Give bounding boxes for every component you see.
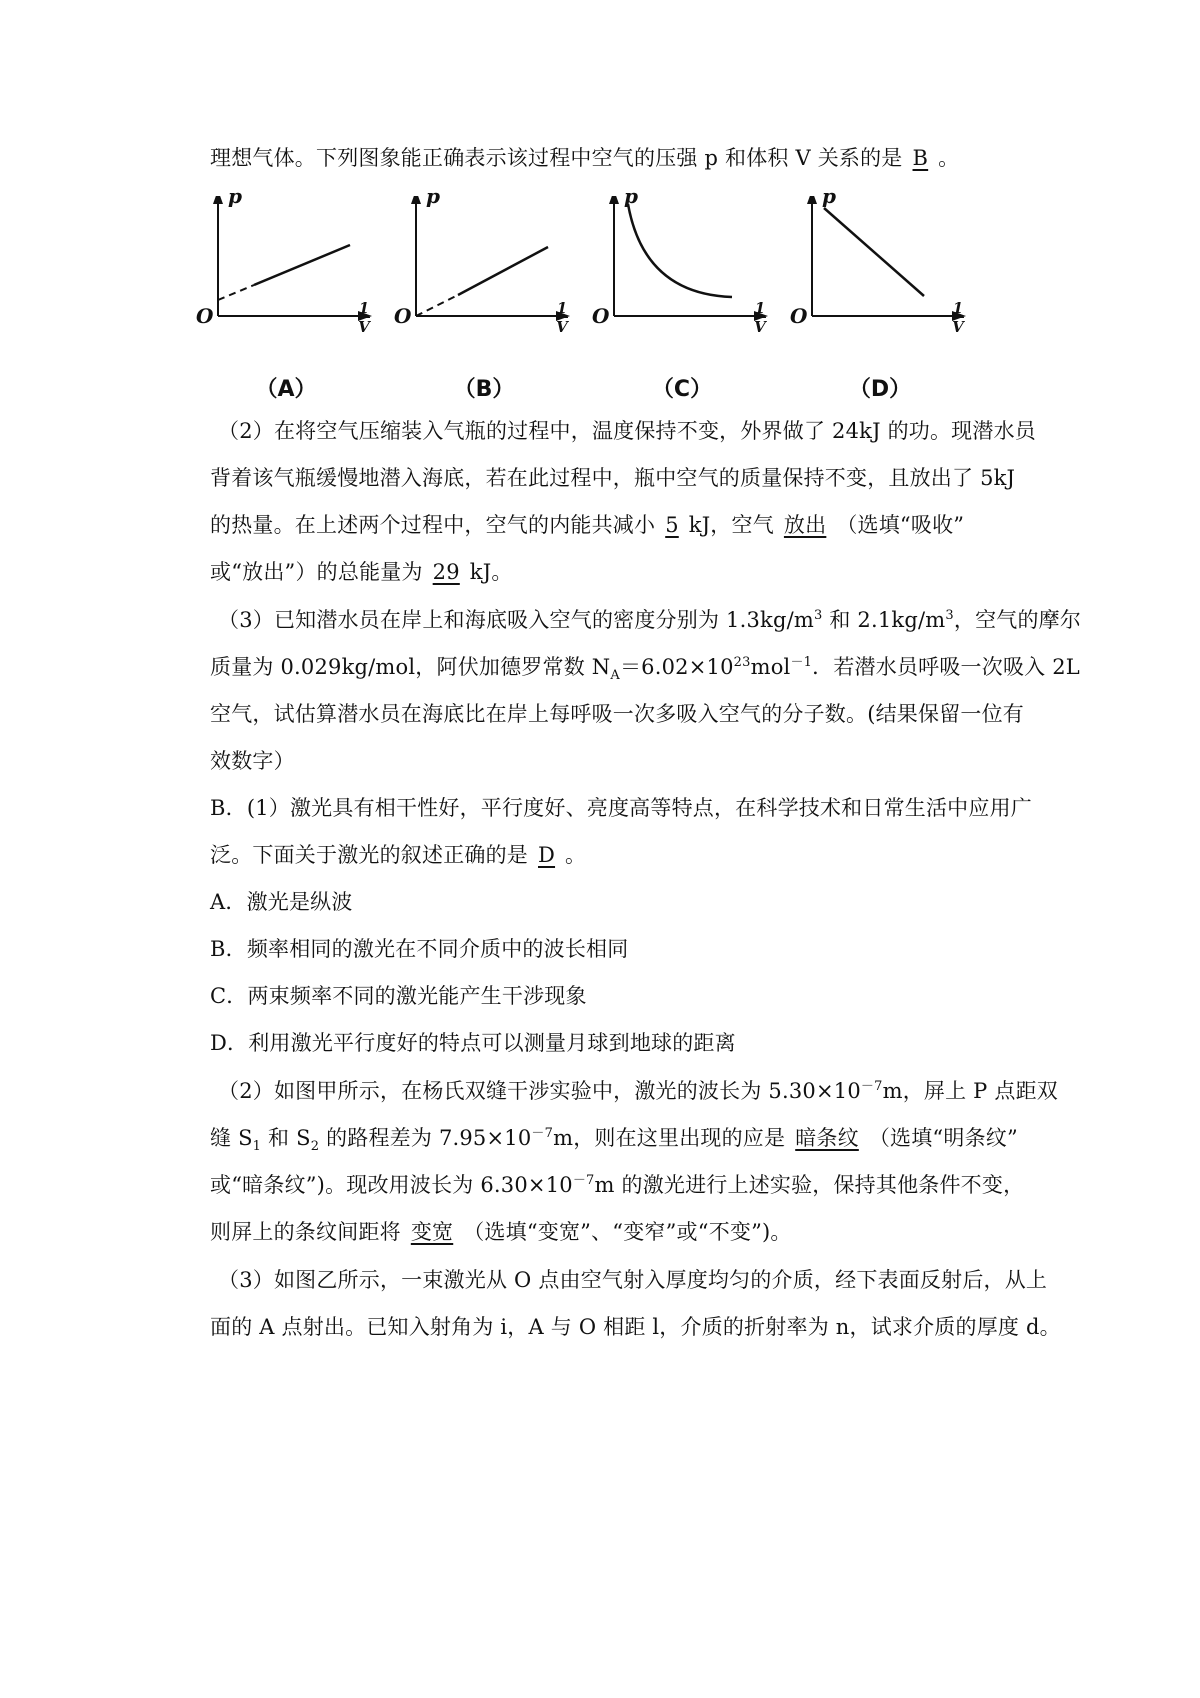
q3-line-4: 效数字） <box>210 749 295 773</box>
origin-label: O <box>196 304 214 328</box>
b1-option-a: A．激光是纵波 <box>210 890 353 914</box>
b2-answer-2: 变宽 <box>410 1220 454 1244</box>
b1-option-b: B．频率相同的激光在不同介质中的波长相同 <box>210 937 629 961</box>
origin-label: O <box>790 304 808 328</box>
y-arrow <box>807 196 817 204</box>
pv-graph-options <box>196 184 1068 406</box>
b1-option-d: D．利用激光平行度好的特点可以测量月球到地球的距离 <box>210 1031 736 1055</box>
plot-curve <box>628 204 732 297</box>
q3-line-1: （3）已知潜水员在岸上和海底吸入空气的密度分别为 $1.3kg/m^3$ 和 $2.1kg/m^3$，空气的摩尔 <box>218 608 1082 632</box>
origin-label: O <box>592 304 610 328</box>
x-axis-label: 1 V <box>556 299 568 336</box>
graph-d <box>790 184 1002 406</box>
q2-line-1: （2）在将空气压缩装入气瓶的过程中，温度保持不变，外界做了 24kJ 的功。现潜水员 <box>218 419 1036 443</box>
graph-b <box>394 184 606 406</box>
plot-line <box>824 208 924 296</box>
q2-line-3: 的热量。在上述两个过程中，空气的内能共减小 5 kJ，空气 放出 （选填“吸收” <box>210 513 965 537</box>
y-arrow <box>609 196 619 204</box>
q2-line-2: 背着该气瓶缓慢地潜入海底，若在此过程中，瓶中空气的质量保持不变，且放出了 5kJ <box>210 466 1016 490</box>
y-arrow <box>213 196 223 204</box>
dashed-extension <box>218 285 254 300</box>
dashed-extension <box>416 295 458 316</box>
q2-answer-1: 5 <box>665 513 679 537</box>
q3-line-3: 空气，试估算潜水员在海底比在岸上每呼吸一次多吸入空气的分子数。(结果保留一位有 <box>210 702 1024 726</box>
q3-line-2: 质量为 0.029kg/mol，阿伏加德罗常数 $N_A=6.02\times 10^{23}mol^{-1}$．若潜水员呼吸一次吸入 2L <box>210 655 1080 684</box>
p-axis-label: p <box>228 184 242 208</box>
b1-answer: D <box>538 843 556 867</box>
graph-a-label: （A） <box>255 377 317 402</box>
p-axis-label: p <box>822 184 836 208</box>
plot-line <box>458 247 548 295</box>
q1-answer: B <box>912 146 929 170</box>
x-axis-label: 1 V <box>754 299 766 336</box>
x-axis-label: 1 V <box>952 299 964 336</box>
q2-line-4: 或“放出”）的总能量为 29 kJ。 <box>210 560 513 584</box>
origin-label: O <box>394 304 412 328</box>
graph-b-label: （B） <box>453 377 515 402</box>
b2-line-4: 则屏上的条纹间距将 变宽 （选填“变宽”、“变窄”或“不变”)。 <box>210 1220 792 1244</box>
b2-line-1: （2）如图甲所示，在杨氏双缝干涉实验中，激光的波长为 $5.30\times 10^{-7}m$，屏上 P 点距双 <box>218 1079 1058 1103</box>
b2-line-3: 或“暗条纹”)。现改用波长为 $6.30\times 10^{-7}m$ 的激光进行上述实验，保持其他条件不变， <box>210 1173 1025 1197</box>
y-arrow <box>411 196 421 204</box>
graph-d-label: （D） <box>848 377 912 402</box>
q2-answer-3: 29 <box>432 560 460 584</box>
b2-answer-1: 暗条纹 <box>795 1126 859 1150</box>
x-axis-label: 1 V <box>358 299 370 336</box>
b1-option-c: C．两束频率不同的激光能产生干涉现象 <box>210 984 587 1008</box>
plot-line <box>254 245 350 285</box>
b3-line-2: 面的 A 点射出。已知入射角为 i，A 与 O 相距 l，介质的折射率为 n，试求介质的厚度 d。 <box>210 1315 1061 1339</box>
q2-answer-2: 放出 <box>783 513 827 537</box>
q1-stem: 理想气体。下列图象能正确表示该过程中空气的压强 p 和体积 V 关系的是 B 。 <box>210 146 960 170</box>
b3-line-1: （3）如图乙所示，一束激光从 O 点由空气射入厚度均匀的介质，经下表面反射后，从上 <box>218 1268 1048 1292</box>
b1-line-2: 泛。下面关于激光的叙述正确的是 D 。 <box>210 843 587 867</box>
graph-c-label: （C） <box>651 377 713 402</box>
graph-a <box>196 184 408 406</box>
p-axis-label: p <box>624 184 638 208</box>
b1-line-1: B．(1）激光具有相干性好，平行度好、亮度高等特点，在科学技术和日常生活中应用广 <box>210 796 1032 820</box>
b2-line-2: 缝 $S_1$ 和 $S_2$ 的路程差为 $7.95\times 10^{-7}m$，则在这里出现的应是 暗条纹 （选填“明条纹” <box>210 1126 1018 1155</box>
graph-c <box>592 184 804 406</box>
p-axis-label: p <box>426 184 440 208</box>
